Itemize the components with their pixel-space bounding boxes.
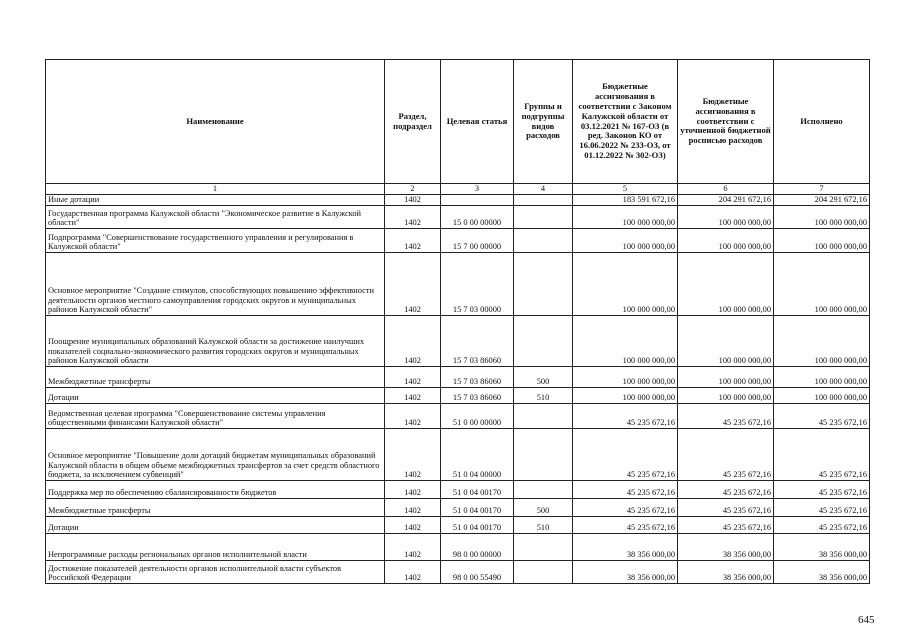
row-section: 1402 [385,481,441,499]
row-name: Непрограммные расходы региональных органов исполнительной власти [46,534,385,561]
row-executed: 100 000 000,00 [774,316,870,367]
row-law: 38 356 000,00 [573,534,678,561]
row-name: Иные дотации [46,195,385,206]
row-section: 1402 [385,367,441,388]
table-row [46,316,870,367]
row-refined: 38 356 000,00 [678,561,774,584]
row-executed: 100 000 000,00 [774,229,870,253]
page-number: 645 [858,614,875,626]
row-target: 15 0 00 00000 [441,206,514,229]
row-target: 15 7 00 00000 [441,229,514,253]
row-group: 510 [514,517,573,534]
row-law: 45 235 672,16 [573,517,678,534]
row-name: Основное мероприятие "Создание стимулов, способствующих повышению эффективности деятельности органов местного самоуправления городских округов и муниципальных районов Калужской области" [46,253,385,316]
table-row [46,499,870,517]
col-number: 7 [774,184,870,195]
header-law: Бюджетные ассигнования в соответствии с Законом Калужской области от 03.12.2021 № 167-ОЗ (в ред. Законов КО от 16.06.2022 № 233-ОЗ, от 01.12.2022 № 302-ОЗ) [573,60,678,184]
row-group [514,534,573,561]
row-name: Основное мероприятие "Повышение доли дотаций бюджетам муниципальных образований Калужской области в общем объеме межбюджетных трансфертов за счет средств областного бюджета, за исключением субвенций" [46,429,385,481]
row-target: 15 7 03 86060 [441,388,514,404]
table-row [46,206,870,229]
row-section: 1402 [385,388,441,404]
row-executed: 204 291 672,16 [774,195,870,206]
row-refined: 100 000 000,00 [678,253,774,316]
row-group: 500 [514,367,573,388]
table-row [46,561,870,584]
row-target: 15 7 03 86060 [441,367,514,388]
row-name: Достижение показателей деятельности органов исполнительной власти субъектов Российской Федерации [46,561,385,584]
row-law: 45 235 672,16 [573,481,678,499]
row-group [514,316,573,367]
row-target: 15 7 03 86060 [441,316,514,367]
table-row [46,367,870,388]
row-group [514,229,573,253]
row-name: Государственная программа Калужской области "Экономическое развитие в Калужской области" [46,206,385,229]
header-groups: Группы и подгруппы видов расходов [514,60,573,184]
row-name: Межбюджетные трансферты [46,499,385,517]
row-refined: 100 000 000,00 [678,229,774,253]
row-group: 500 [514,499,573,517]
row-target: 51 0 00 00000 [441,404,514,429]
row-law: 100 000 000,00 [573,229,678,253]
row-law: 100 000 000,00 [573,388,678,404]
row-refined: 38 356 000,00 [678,534,774,561]
col-number: 2 [385,184,441,195]
row-executed: 100 000 000,00 [774,253,870,316]
header-row [46,60,870,184]
row-name: Поддержка мер по обеспечению сбалансированности бюджетов [46,481,385,499]
row-target: 51 0 04 00170 [441,517,514,534]
table-row [46,429,870,481]
col-number: 3 [441,184,514,195]
row-group [514,481,573,499]
row-executed: 100 000 000,00 [774,388,870,404]
row-law: 45 235 672,16 [573,404,678,429]
table-row [46,404,870,429]
budget-table [45,59,870,584]
table-row [46,517,870,534]
row-section: 1402 [385,429,441,481]
header-executed: Исполнено [774,60,870,184]
row-executed: 45 235 672,16 [774,404,870,429]
row-law: 100 000 000,00 [573,206,678,229]
row-law: 100 000 000,00 [573,316,678,367]
row-name: Ведомственная целевая программа "Совершенствование системы управления общественными финансами Калужской области" [46,404,385,429]
header-refined: Бюджетные ассигнования в соответствии с уточненной бюджетной росписью расходов [678,60,774,184]
row-refined: 100 000 000,00 [678,367,774,388]
row-group: 510 [514,388,573,404]
row-refined: 45 235 672,16 [678,499,774,517]
row-executed: 100 000 000,00 [774,206,870,229]
row-executed: 45 235 672,16 [774,517,870,534]
row-refined: 100 000 000,00 [678,388,774,404]
row-name: Поощрение муниципальных образований Калужской области за достижение наилучших показателей социально-экономического развития городских округов и муниципальных районов Калужской области [46,316,385,367]
row-executed: 45 235 672,16 [774,429,870,481]
row-group [514,404,573,429]
header-target: Целевая статья [441,60,514,184]
table-row [46,229,870,253]
row-law: 100 000 000,00 [573,367,678,388]
row-law: 38 356 000,00 [573,561,678,584]
row-target [441,195,514,206]
row-section: 1402 [385,316,441,367]
row-group [514,253,573,316]
row-group [514,561,573,584]
row-executed: 45 235 672,16 [774,499,870,517]
row-section: 1402 [385,404,441,429]
row-target: 51 0 04 00170 [441,481,514,499]
row-executed: 100 000 000,00 [774,367,870,388]
row-law: 183 591 672,16 [573,195,678,206]
row-name: Межбюджетные трансферты [46,367,385,388]
row-executed: 45 235 672,16 [774,481,870,499]
row-section: 1402 [385,253,441,316]
table-row [46,253,870,316]
header-name: Наименование [46,60,385,184]
row-section: 1402 [385,499,441,517]
table-row [46,481,870,499]
row-target: 98 0 00 00000 [441,534,514,561]
row-law: 45 235 672,16 [573,429,678,481]
header-section: Раздел, подраздел [385,60,441,184]
row-target: 98 0 00 55490 [441,561,514,584]
row-law: 45 235 672,16 [573,499,678,517]
row-refined: 45 235 672,16 [678,481,774,499]
table-row [46,195,870,206]
row-refined: 100 000 000,00 [678,206,774,229]
row-target: 51 0 04 00170 [441,499,514,517]
row-section: 1402 [385,195,441,206]
row-target: 51 0 04 00000 [441,429,514,481]
row-section: 1402 [385,206,441,229]
row-section: 1402 [385,229,441,253]
col-number: 6 [678,184,774,195]
table-row [46,534,870,561]
row-executed: 38 356 000,00 [774,561,870,584]
row-refined: 204 291 672,16 [678,195,774,206]
column-numbers-row [46,184,870,195]
row-section: 1402 [385,534,441,561]
row-refined: 100 000 000,00 [678,316,774,367]
row-group [514,195,573,206]
table-row [46,388,870,404]
row-name: Подпрограмма "Совершенствование государственного управления и регулирования в Калужской области" [46,229,385,253]
row-law: 100 000 000,00 [573,253,678,316]
row-target: 15 7 03 00000 [441,253,514,316]
row-section: 1402 [385,561,441,584]
row-name: Дотации [46,388,385,404]
row-group [514,429,573,481]
col-number: 4 [514,184,573,195]
col-number: 5 [573,184,678,195]
row-section: 1402 [385,517,441,534]
row-name: Дотации [46,517,385,534]
row-refined: 45 235 672,16 [678,517,774,534]
col-number: 1 [46,184,385,195]
row-refined: 45 235 672,16 [678,429,774,481]
row-group [514,206,573,229]
row-refined: 45 235 672,16 [678,404,774,429]
row-executed: 38 356 000,00 [774,534,870,561]
